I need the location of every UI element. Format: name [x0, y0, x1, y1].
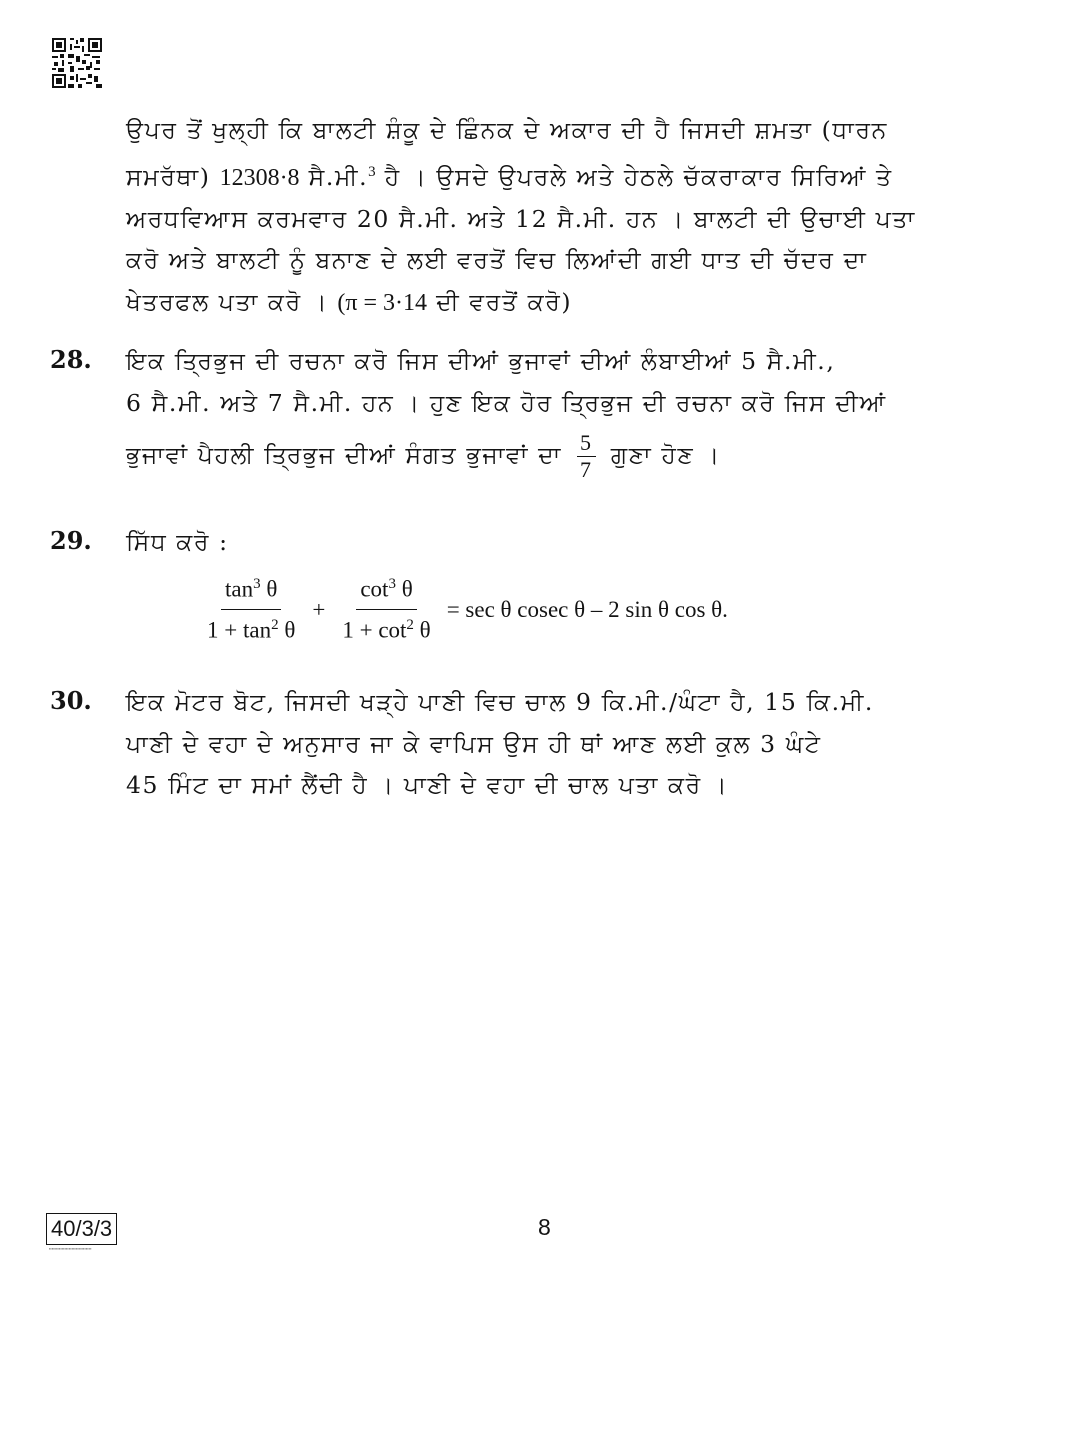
- trig-identity-equation: [203, 576, 728, 643]
- q28-line-2: 6 ਸੈ.ਮੀ. ਅਤੇ 7 ਸੈ.ਮੀ. ਹਨ । ਹੁਣ ਇਕ ਹੋਰ ਤ੍ਰਿਭੁਜ ਦੀ ਰਚਨਾ ਕਰੋ ਜਿਸ ਦੀਆਂ: [126, 388, 887, 417]
- q27-line-3: ਅਰਧਵਿਆਸ ਕਰਮਵਾਰ 20 ਸੈ.ਮੀ. ਅਤੇ 12 ਸੈ.ਮੀ. ਹਨ । ਬਾਲਟੀ ਦੀ ਉਚਾਈ ਪਤਾ: [126, 204, 916, 233]
- q27-line-2: ਸਮਰੱਥਾ) 12308·8 ਸੈ.ਮੀ.$^3$ ਹੈ । ਉਸਦੇ ਉਪਰਲੇ ਅਤੇ ਹੇਠਲੇ ਚੱਕਰਾਕਾਰ ਸਿਰਿਆਂ ਤੇ: [126, 162, 893, 191]
- paper-code: 40/3/3 ▪▪▪▪▪▪▪▪▪▪▪▪▪▪▪▪▪▪▪▪▪▪▪▪▪▪▪▪▪▪: [46, 1213, 117, 1245]
- qr-code: [52, 38, 102, 88]
- question-27-continuation: [126, 110, 984, 324]
- question-29-prompt: ਸਿੱਧ ਕਰੋ :: [126, 528, 229, 556]
- question-30-number: 30.: [50, 686, 92, 715]
- question-28-number: 28.: [50, 345, 92, 374]
- page-number: 8: [538, 1214, 551, 1240]
- q27-line-1: ਉਪਰ ਤੋਂ ਖੁਲ੍ਹੀ ਕਿ ਬਾਲਟੀ ਸ਼ੰਕੂ ਦੇ ਛਿੰਨਕ ਦੇ ਅਕਾਰ ਦੀ ਹੈ ਜਿਸਦੀ ਸ਼ਮਤਾ (ਧਾਰਨ: [126, 116, 888, 144]
- question-28-text: [126, 341, 984, 483]
- question-30-text: [126, 682, 984, 807]
- cot-fraction: $\frac{\cot^3 \theta}{1 + \cot^2 \theta}$: [342, 576, 431, 643]
- equation-rhs: = sec θ cosec θ – 2 sin θ cos θ.: [446, 596, 728, 622]
- q30-line-1: ਇਕ ਮੋਟਰ ਬੋਟ, ਜਿਸਦੀ ਖੜ੍ਹੇ ਪਾਣੀ ਵਿਚ ਚਾਲ 9 ਕਿ.ਮੀ./ਘੰਟਾ ਹੈ, 15 ਕਿ.ਮੀ.: [126, 688, 874, 716]
- q30-line-2: ਪਾਣੀ ਦੇ ਵਹਾ ਦੇ ਅਨੁਸਾਰ ਜਾ ਕੇ ਵਾਪਿਸ ਉਸ ਹੀ ਥਾਂ ਆਣ ਲਈ ਕੁਲ 3 ਘੰਟੇ: [126, 729, 822, 758]
- five-sevenths-fraction: $\frac{5}{7}$: [577, 430, 596, 483]
- q27-line-4: ਕਰੋ ਅਤੇ ਬਾਲਟੀ ਨੂੰ ਬਨਾਣ ਦੇ ਲਈ ਵਰਤੋਂ ਵਿਚ ਲਿਆਂਦੀ ਗਈ ਧਾਤ ਦੀ ਚੱਦਰ ਦਾ: [126, 246, 868, 275]
- question-29-number: 29.: [50, 526, 92, 555]
- q28-line-3: ਭੁਜਾਵਾਂ ਪੈਹਲੀ ਤ੍ਰਿਭੁਜ ਦੀਆਂ ਸੰਗਤ ਭੁਜਾਵਾਂ ਦਾ $\frac{5}{7}$ ਗੁਣਾ ਹੋਣ ।: [126, 430, 721, 482]
- q30-line-3: 45 ਮਿੰਟ ਦਾ ਸਮਾਂ ਲੈਂਦੀ ਹੈ । ਪਾਣੀ ਦੇ ਵਹਾ ਦੀ ਚਾਲ ਪਤਾ ਕਰੋ ।: [126, 771, 729, 799]
- tan-fraction: $\tan^3 \theta$ $1 + \tan^2 \theta$: [207, 576, 296, 643]
- q28-line-1: ਇਕ ਤ੍ਰਿਭੁਜ ਦੀ ਰਚਨਾ ਕਰੋ ਜਿਸ ਦੀਆਂ ਭੁਜਾਵਾਂ ਦੀਆਂ ਲੰਬਾਈਆਂ 5 ਸੈ.ਮੀ.,: [126, 347, 836, 375]
- q27-line-5: ਖੇਤਰਫਲ ਪਤਾ ਕਰੋ । (π = 3·14 ਦੀ ਵਰਤੋਂ ਕਰੋ): [126, 287, 573, 316]
- plus-sign: +: [312, 596, 326, 622]
